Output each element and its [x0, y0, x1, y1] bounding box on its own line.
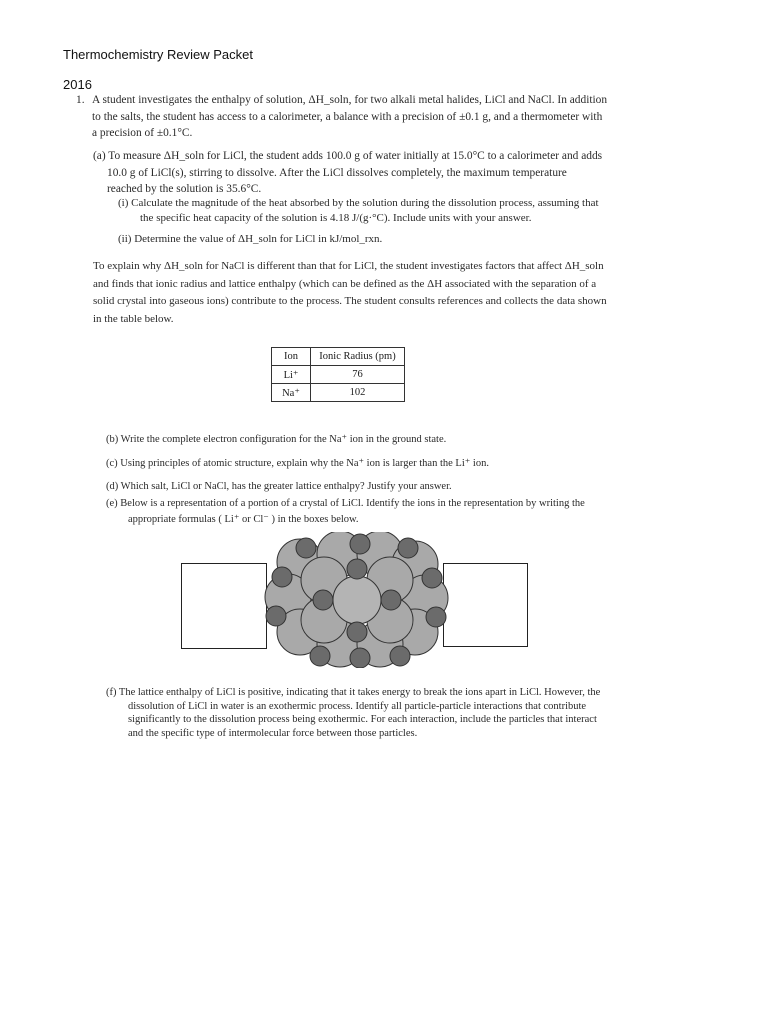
table-cell-ion: Li⁺	[272, 366, 311, 384]
question-1-text: A student investigates the enthalpy of solution, ΔH_soln, for two alkali metal halides, LiCl and NaCl. In addition to the salts, the student has access to a calorimeter, a balance with a precision of ±0.1 g, and a thermometer with a precision of ±0.1°C.	[92, 94, 608, 139]
question-part-c: (c) Using principles of atomic structure, explain why the Na⁺ ion is larger than the Li⁺ ion.	[106, 458, 489, 469]
lithium-ion	[390, 646, 410, 666]
lithium-ion	[347, 559, 367, 579]
lithium-ion	[426, 607, 446, 627]
table-header-radius: Ionic Radius (pm)	[311, 348, 405, 366]
question-part-f	[106, 686, 606, 740]
question-part-d: (d) Which salt, LiCl or NaCl, has the greater lattice enthalpy? Justify your answer.	[106, 481, 452, 492]
question-number: 1.	[76, 94, 85, 106]
context-paragraph-text: To explain why ΔH_soln for NaCl is different than that for LiCl, the student investigates factors that affect ΔH_soln and finds that ionic radius and lattice enthalpy (which can be defined as the ΔH associated with the separation of a solid crystal into gaseous ions) contribute to the process. The student consults references and collects the data shown in the table below.	[93, 260, 607, 325]
table-header-ion: Ion	[272, 348, 311, 366]
part-e-text: (e) Below is a representation of a portion of a crystal of LiCl. Identify the ions in the representation by writing the appropriate formulas ( Li⁺ or Cl⁻ ) in the boxes below.	[106, 498, 585, 525]
licl-crystal-diagram	[260, 532, 450, 668]
lithium-ion	[398, 538, 418, 558]
lithium-ion	[313, 590, 333, 610]
lithium-ion	[272, 567, 292, 587]
lithium-ion	[310, 646, 330, 666]
chloride-ion	[333, 576, 381, 624]
part-a-ii-text: (ii) Determine the value of ΔH_soln for LiCl in kJ/mol_rxn.	[118, 233, 383, 245]
table-cell-ion: Na⁺	[272, 384, 311, 402]
question-part-b: (b) Write the complete electron configuration for the Na⁺ ion in the ground state.	[106, 434, 447, 445]
document-title: Thermochemistry Review Packet	[63, 47, 253, 62]
part-a-text: (a) To measure ΔH_soln for LiCl, the student adds 100.0 g of water initially at 15.0°C to a calorimeter and adds 10.0 g of LiCl(s), stirring to dissolve. After the LiCl dissolves completely, the maximum temperature reached by the solution is 35.6°C.	[93, 150, 603, 195]
lithium-ion	[350, 534, 370, 554]
lithium-ion	[347, 622, 367, 642]
lithium-ion	[296, 538, 316, 558]
lithium-ion	[350, 648, 370, 668]
lithium-ion	[422, 568, 442, 588]
part-f-text: (f) The lattice enthalpy of LiCl is positive, indicating that it takes energy to break the ions apart in LiCl. However, the dissolution of LiCl in water is an exothermic process. Identify all particle-particle interactions that contribute significantly to the dissolution process being exothermic. For each interaction, include the particles that interact and the specific type of intermolecular force between those particles.	[106, 687, 601, 739]
part-a-i-text: (i) Calculate the magnitude of the heat absorbed by the solution during the dissolution process, assuming that the specific heat capacity of the solution is 4.18 J/(g·°C). Include units with your answer.	[118, 197, 599, 224]
table-cell-radius: 76	[311, 366, 405, 384]
lithium-ion	[381, 590, 401, 610]
lithium-ion	[266, 606, 286, 626]
document-year: 2016	[63, 77, 92, 92]
table-cell-radius: 102	[311, 384, 405, 402]
